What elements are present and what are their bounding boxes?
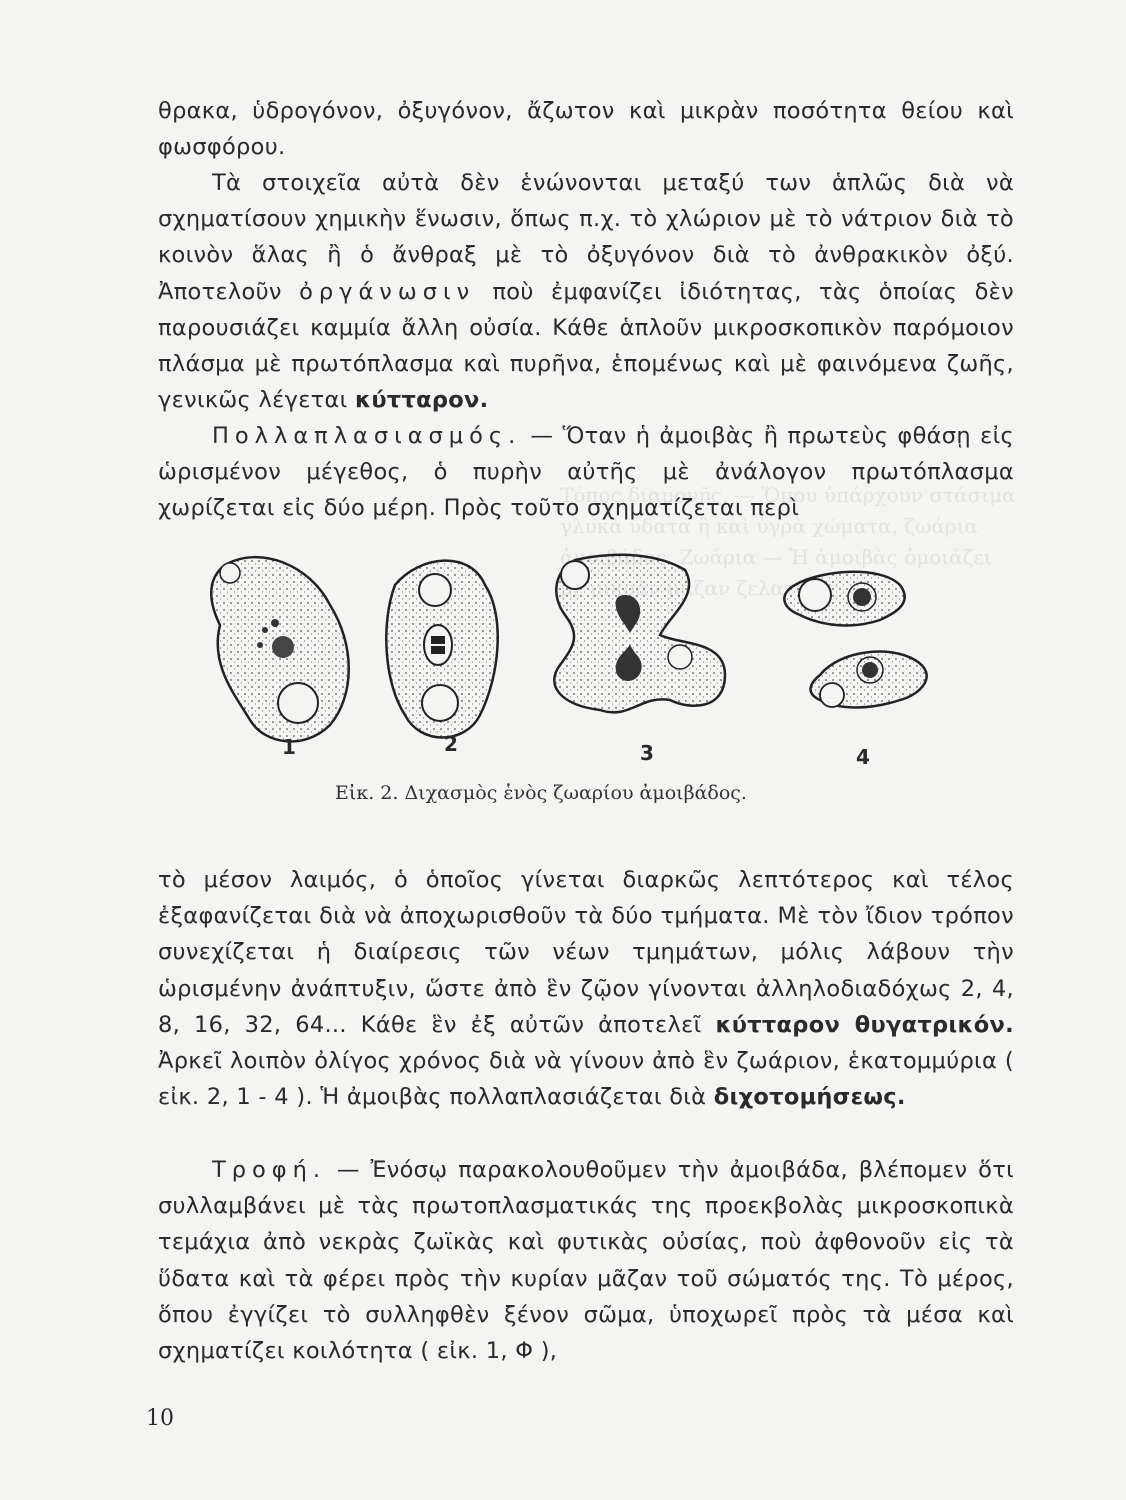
bold-term-kyttaron: κύτταρον. [355,387,489,414]
paragraph-4: τὸ μέσον λαιμός, ὁ ὁποῖος γίνεται διαρκῶς λεπτότερος καὶ τέλος ἐξαφανίζεται διὰ νὰ ἀποχωρισθοῦν τὰ δύο τμήματα. Μὲ τὸν ἴδιον τρόπον συνεχίζεται ἡ διαίρεσις τῶν νέων τμημάτων, μόλις λάβουν τὴν ὡρισμένην ἀνάπτυξιν, ὥστε ἀπὸ ἓν ζῷον γίνονται ἀλληλοδιαδόχως 2, 4, 8, 16, 32, 64... Κάθε ἓν ἐξ αὐτῶν ἀποτελεῖ κύτταρον θυγατρικόν. Ἀρκεῖ λοιπὸν ὀλίγος χρόνος διὰ νὰ γίνουν ἀπὸ ἓν ζωάριον, ἑκατομμύρια ( εἰκ. 2, 1 - 4 ). Ἡ ἀμοιβὰς πολλαπλασιάζεται διὰ διχοτομήσεως. [158,867,1014,1111]
amoeba-stage-3 [554,555,725,713]
figure-amoeba-division [180,545,960,775]
amoeba-stage-4 [784,572,926,708]
figure-label-3: 3 [640,741,654,765]
figure-label-2: 2 [444,732,458,756]
amoeba-stage-1 [211,557,349,741]
amoeba-stage-2 [386,561,497,738]
spaced-term: ὀργάνωσιν [299,278,476,305]
bleed-through-text: Τόπος διαμονῆς. — Ὅπου ὑπάρχουν στάσιμα γλυκὰ ὕδατα ἢ καὶ ὑγρὰ χώματα, ζωάρια ἀμοιβάδος. Ζωάρια — Ἡ ἀμοιβὰς ὁμοιάζει μὲ μικρὰν μᾶζαν ζελατίνης... [560,483,1016,600]
figure-caption: Εἰκ. 2. Διχασμὸς ἑνὸς ζωαρίου ἀμοιβάδος. [335,782,747,804]
section-heading-trofi: Τροφή. [212,1157,327,1183]
section-heading-pollaplasiasmos: Πολλαπλασιασμός. [212,423,522,449]
paragraph-3: Πολλαπλασιασμός. — Ὅταν ἡ ἀμοιβὰς ἢ πρωτεὺς φθάσῃ εἰς ὡρισμένον μέγεθος, ὁ πυρὴν αὐτῆς μὲ ἀνάλογον πρωτόπλασμα χωρίζεται εἰς δύο μέρη. Πρὸς τοῦτο σχηματίζεται περὶ [158,423,1014,522]
paragraph-1: θρακα, ὑδρογόνον, ὀξυγόνον, ἄζωτον καὶ μικρὰν ποσότητα θείου καὶ φωσφόρου. [158,98,1014,161]
paragraph-5: Τροφή. — Ἐνόσῳ παρακολουθοῦμεν τὴν ἀμοιβάδα, βλέπομεν ὅτι συλλαμβάνει μὲ τὰς πρωτοπλασματικάς της προεκβολὰς μικροσκοπικὰ τεμάχια ἀπὸ νεκρὰς ζωϊκὰς καὶ φυτικὰς οὐσίας, ποὺ ἀφθονοῦν εἰς τὰ ὕδατα καὶ τὰ φέρει πρὸς τὴν κυρίαν μᾶζαν τοῦ σώματός της. Τὸ μέρος, ὅπου ἐγγίζει τὸ συλληφθὲν ξένον σῶμα, ὑποχωρεῖ πρὸς τὰ μέσα καὶ σχηματίζει κοιλότητα ( εἰκ. 1, Φ ), [158,1157,1014,1365]
bold-term-dichotomiseos: διχοτομήσεως. [713,1084,906,1111]
figure-label-4: 4 [856,745,870,769]
paragraph-2: Τὰ στοιχεῖα αὐτὰ δὲν ἑνώνονται μεταξύ των ἁπλῶς διὰ νὰ σχηματίσουν χημικὴν ἕνωσιν, ὅπως π.χ. τὸ χλώριον μὲ τὸ νάτριον διὰ τὸ κοινὸν ἅλας ἢ ὁ ἄνθραξ μὲ τὸ ὀξυγόνον διὰ τὸ ἀνθρακικὸν ὀξύ. Ἀποτελοῦν ὀργάνωσιν ποὺ ἐμφανίζει ἰδιότητας, τὰς ὁποίας δὲν παρουσιάζει καμμία ἄλλη οὐσία. Κάθε ἁπλοῦν μικροσκοπικὸν παρόμοιον πλάσμα μὲ πρωτόπλασμα καὶ πυρῆνα, ἑπομένως καὶ μὲ φαινόμενα ζωῆς, γενικῶς λέγεται κύτταρον. [158,170,1014,414]
amoeba-illustration [180,545,960,775]
bold-term-kyttaron-thygatrikon: κύτταρον θυγατρικόν. [715,1011,1014,1038]
figure-label-1: 1 [282,735,296,759]
page-number: 10 [146,1406,174,1431]
